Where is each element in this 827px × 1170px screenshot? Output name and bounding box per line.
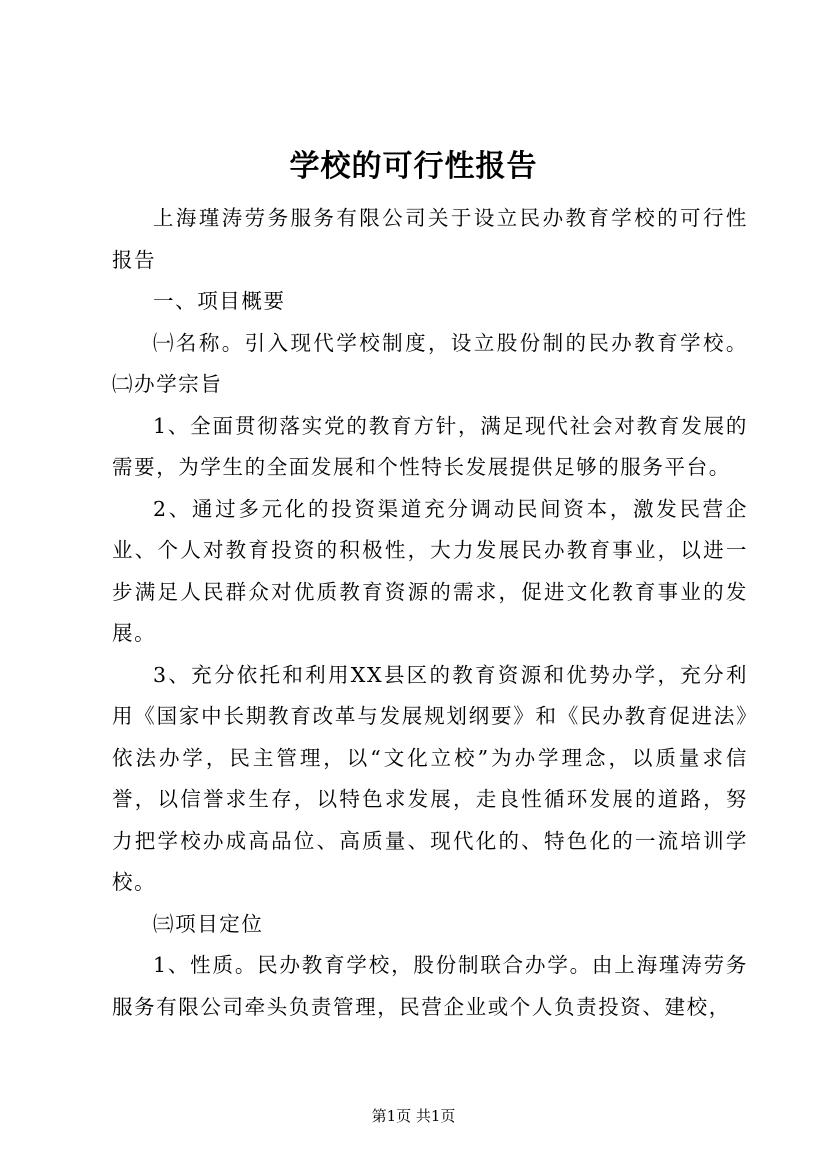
document-title: 学校的可行性报告 bbox=[289, 149, 538, 184]
paragraph-nature: 1、性质。民办教育学校，股份制联合办学。由上海瑾涛劳务服务有限公司牵头负责管理，民营企业或个人负责投资、建校， bbox=[112, 953, 748, 1019]
paragraph-name-and-purpose: ㈠名称。引入现代学校制度，设立股份制的民办教育学校。㈡办学宗旨 bbox=[112, 330, 748, 396]
paragraph-subtitle: 上海瑾涛劳务服务有限公司关于设立民办教育学校的可行性报告 bbox=[112, 206, 748, 272]
page-footer: 第1页 共1页 bbox=[371, 1107, 456, 1125]
paragraph-item-2: 2、通过多元化的投资渠道充分调动民间资本，激发民营企业、个人对教育投资的积极性，大力发展民办教育事业，以进一步满足人民群众对优质教育资源的需求，促进文化教育事业的发展。 bbox=[112, 496, 748, 645]
document-body bbox=[112, 198, 748, 1028]
section-heading-positioning: ㈢项目定位 bbox=[153, 911, 264, 936]
section-heading-project-summary: 一、项目概要 bbox=[153, 289, 286, 313]
paragraph-item-1: 1、全面贯彻落实党的教育方针，满足现代社会对教育发展的需要，为学生的全面发展和个性特长发展提供足够的服务平台。 bbox=[112, 413, 748, 479]
paragraph-item-3: 3、充分依托和利用XX县区的教育资源和优势办学，充分利用《国家中长期教育改革与发展规划纲要》和《民办教育促进法》依法办学，民主管理，以“文化立校”为办学理念，以质量求信誉，以信誉求生存，以特色求发展，走良性循环发展的道路，努力把学校办成高品位、高质量、现代化的、特色化的一流培训学校。 bbox=[112, 662, 748, 894]
